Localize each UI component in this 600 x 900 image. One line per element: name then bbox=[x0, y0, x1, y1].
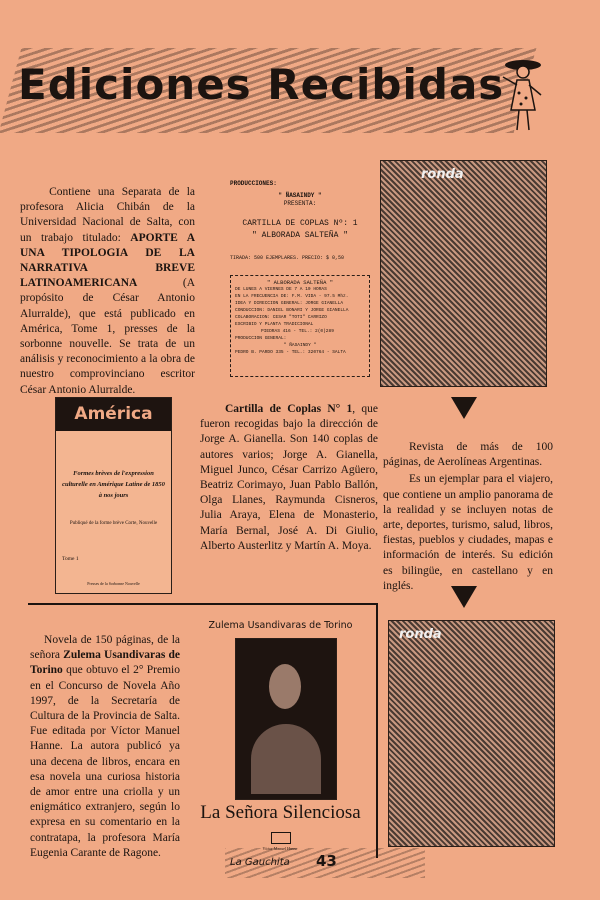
cartilla-description bbox=[200, 402, 378, 554]
ronda-label: ronda bbox=[421, 167, 464, 182]
cartilla-box-line: IDEA Y DIRECCION GENERAL: JORGE GIANELLA bbox=[235, 301, 344, 306]
novel-text-rest: que obtuvo el 2° Premio en el Concurso de Novela Año 1997, de la Secretaría de Cultura de la Provincia de Salta. Fue editada por Víctor Manuel Hanne. La autora publicó ya una decena de libros, encara en esa novela una curiosa historia de amor entre una criolla y un enigmático extranjero, según lo expresa en su comentario en la contratapa, la profesora María Eugenia Carante de Ragone. bbox=[30, 664, 180, 859]
america-book-cover bbox=[55, 397, 172, 594]
cartilla-box-line: PIEDRAS 416 - TEL.: 2(0)289 bbox=[261, 329, 334, 334]
america-cover-volume: Tome 1 bbox=[62, 556, 79, 562]
cartilla-title: Cartilla de Coplas N° 1 bbox=[224, 403, 353, 415]
portrait-face bbox=[269, 664, 301, 709]
publisher-name: Víctor Manuel Hanne bbox=[262, 846, 298, 851]
cartilla-box-line: EN LA FRECUENCIA DE: F.M. VIDA - 97.5 Mhz. bbox=[235, 294, 349, 299]
cartilla-box-line: " ÑASAINDY " bbox=[283, 343, 317, 348]
ronda-magazine-photo-bottom bbox=[388, 620, 555, 847]
america-cover-heading: América bbox=[56, 398, 171, 431]
cartilla-document-image bbox=[230, 180, 370, 380]
lady-figure-icon bbox=[495, 55, 550, 135]
america-cover-subtitle: Formes brèves de l'expression culturelle en Amérique Latine de 1850 à nos jours bbox=[62, 470, 165, 499]
novel-text-intro: Novela de 150 páginas, de la señora bbox=[30, 634, 180, 662]
book-title: La Señora Silenciosa bbox=[200, 802, 361, 823]
cartilla-info-box bbox=[230, 275, 370, 377]
separata-text-intro: Contiene una Separata de la profesora Alicia Chibán de la Universidad Nacional de Salta, con un trabajo titulado: bbox=[20, 186, 195, 244]
cartilla-box-line: CONDUCCION: DANIEL BONARI Y JORGE GIANELLA bbox=[235, 308, 349, 313]
ronda-label: ronda bbox=[399, 627, 442, 642]
novel-author: Zulema Usandivaras de Torino bbox=[30, 649, 181, 677]
book-author-heading: Zulema Usandivaras de Torino bbox=[208, 620, 353, 631]
ronda-paragraph-2: Es un ejemplar para el viajero, que contiene un amplio panorama de la realidad y se incluyen notas de arte, deportes, turismo, salud, libros, fiestas, pueblos y ciudades, mapas e información de interés. Su edición es bilingüe, en castellano y en inglés. bbox=[383, 473, 553, 592]
page-number: 43 bbox=[316, 852, 337, 870]
section-divider-horizontal bbox=[28, 603, 376, 605]
cartilla-box-line: ESCRIBIO Y PLANTA TRADICIONAL bbox=[235, 322, 314, 327]
cartilla-line: CARTILLA DE COPLAS Nº: 1 bbox=[242, 219, 358, 228]
portrait-shoulders bbox=[251, 724, 321, 794]
separata-text-rest: (A propósito de César Antonio Alurralde), que está publicado en América, Tome 1, presses de la sorbonne nouvelle. Se trata de un análisis y reconocimiento a la obra de nuestro comprovinciano escritor César Antonio Alurralde. bbox=[20, 277, 195, 396]
publisher-logo-icon bbox=[271, 832, 291, 844]
down-arrow-icon bbox=[451, 586, 477, 608]
book-cover-portrait bbox=[235, 638, 337, 800]
magazine-name: La Gauchita bbox=[230, 857, 290, 868]
cartilla-line: PRODUCCIONES: bbox=[230, 180, 277, 187]
cartilla-line: PRESENTA: bbox=[283, 200, 317, 207]
cartilla-text: , que fueron recogidas bajo la dirección de Jorge A. Gianella. Son 140 coplas de autores varios; Jorge A. Gianella, Miguel Junco, César Carrizo Agüero, Beatriz Corimayo, Juan Pablo Ballón, Olga Llanes, Raymunda Cisneros, Julia Araya, Elena de Monasterio, María Bernal, José A. Di Giulio, Alberto Austerlitz y Martín A. Moya. bbox=[200, 403, 379, 552]
novel-description bbox=[30, 633, 180, 861]
down-arrow-icon bbox=[451, 397, 477, 419]
ronda-magazine-photo-top bbox=[380, 160, 547, 387]
cartilla-line: " ÑASAINDY " bbox=[278, 192, 322, 199]
cartilla-box-line: COLABORACION: CESAR "TOTI" CARRIZO bbox=[235, 315, 327, 320]
cartilla-box-line: DE LUNES A VIERNES DE 7 A 10 HORAS bbox=[235, 287, 327, 292]
page-title: Ediciones Recibidas bbox=[18, 60, 505, 109]
america-cover-note: Publiqué de la forme brève Corte, Nouvelle bbox=[69, 521, 158, 526]
section-divider-vertical bbox=[376, 603, 378, 858]
cartilla-box-line: PRODUCCION GENERAL: bbox=[235, 336, 287, 341]
america-cover-publisher: Presses de la Sorbonne Nouvelle bbox=[87, 581, 140, 586]
cartilla-box-line: " ALBORADA SALTEÑA " bbox=[266, 279, 333, 286]
cartilla-box-line: PEDRO B. PARDO 335 - TEL.: 320764 - SALTA bbox=[235, 350, 346, 355]
cartilla-line: TIRADA: 500 EJEMPLARES. PRECIO: $ 0,50 bbox=[230, 255, 345, 261]
separata-title: APORTE A UNA TIPOLOGIA DE LA NARRATIVA BREVE LATINOAMERICANA bbox=[20, 231, 195, 290]
ronda-paragraph-1: Revista de más de 100 páginas, de Aerolíneas Argentinas. bbox=[383, 441, 553, 469]
ronda-description bbox=[383, 440, 553, 594]
separata-description bbox=[20, 185, 195, 398]
cartilla-line: " ALBORADA SALTEÑA " bbox=[251, 231, 348, 240]
